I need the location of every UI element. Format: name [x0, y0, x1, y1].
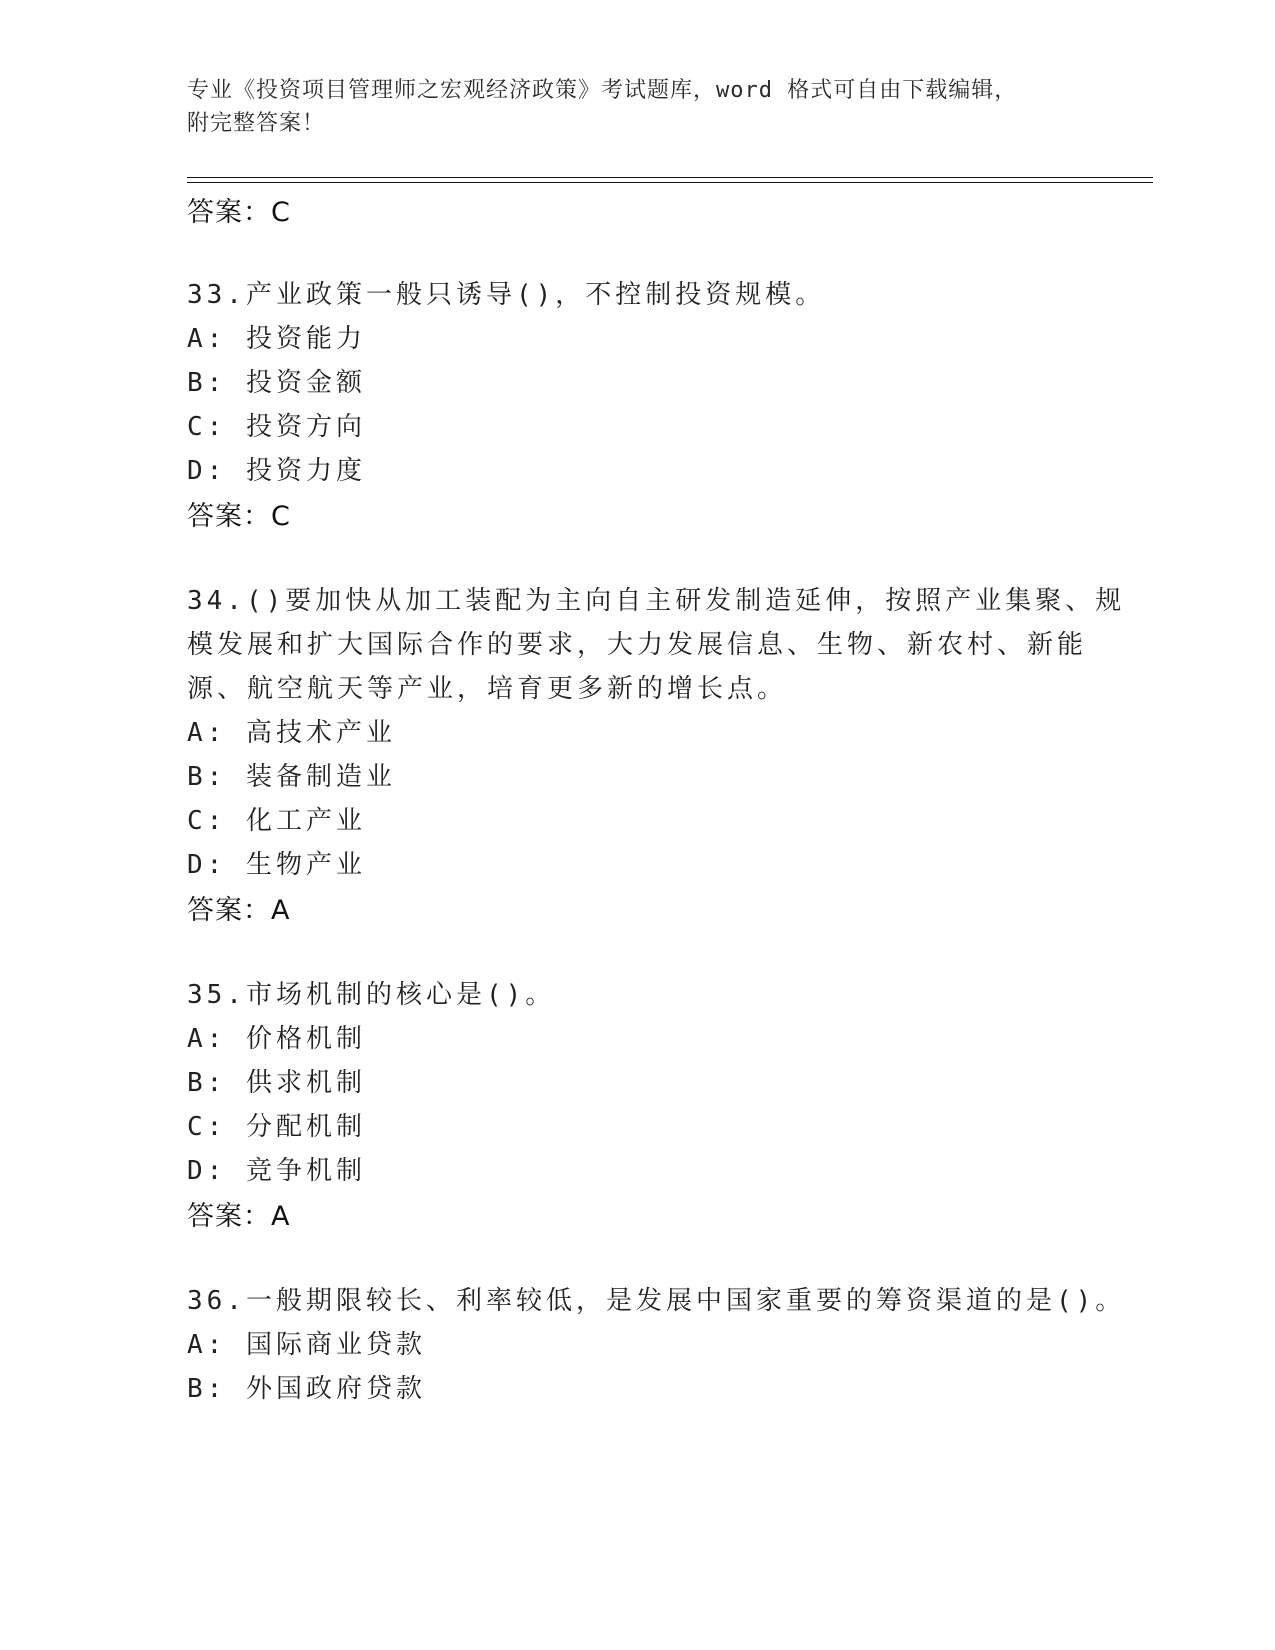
- question-35-option-b: B: 供求机制: [187, 1068, 366, 1098]
- question-33-option-c: C: 投资方向: [187, 412, 366, 442]
- question-35-option-c: C: 分配机制: [187, 1112, 366, 1142]
- question-36-option-b: B: 外国政府贷款: [187, 1374, 426, 1404]
- question-33-answer: 答案：C: [187, 501, 291, 532]
- question-35-option-a: A: 价格机制: [187, 1024, 366, 1054]
- question-35-answer: 答案：A: [187, 1201, 291, 1232]
- question-36-option-a: A: 国际商业贷款: [187, 1330, 426, 1360]
- header-line-2: 附完整答案！: [187, 111, 326, 136]
- question-34-option-c: C: 化工产业: [187, 806, 366, 836]
- question-34-stem-line-2: 模发展和扩大国际合作的要求，大力发展信息、生物、新农村、新能: [187, 630, 1088, 660]
- question-34-option-a: A: 高技术产业: [187, 718, 396, 748]
- header-line-1: 专业《投资项目管理师之宏观经济政策》考试题库，word 格式可自由下载编辑，: [187, 78, 1018, 103]
- answer-prev: 答案：C: [187, 197, 291, 228]
- header-divider-top: [187, 177, 1153, 178]
- question-34-option-b: B: 装备制造业: [187, 762, 396, 792]
- header-divider-bottom: [187, 182, 1153, 183]
- question-33-option-b: B: 投资金额: [187, 368, 366, 398]
- question-33-stem: 33.产业政策一般只诱导()，不控制投资规模。: [187, 280, 826, 310]
- question-33-option-a: A: 投资能力: [187, 324, 366, 354]
- question-34-stem-line-3: 源、航空航天等产业，培育更多新的增长点。: [187, 674, 788, 704]
- question-34-answer: 答案：A: [187, 895, 291, 926]
- question-34-stem-line-1: 34.()要加快从加工装配为主向自主研发制造延伸，按照产业集聚、规: [187, 586, 1126, 616]
- question-35-stem: 35.市场机制的核心是()。: [187, 980, 556, 1010]
- question-33-option-d: D: 投资力度: [187, 456, 366, 486]
- question-34-option-d: D: 生物产业: [187, 850, 366, 880]
- question-35-option-d: D: 竞争机制: [187, 1156, 366, 1186]
- document-header: [187, 74, 1067, 140]
- question-36-stem: 36.一般期限较长、利率较低，是发展中国家重要的筹资渠道的是()。: [187, 1286, 1126, 1316]
